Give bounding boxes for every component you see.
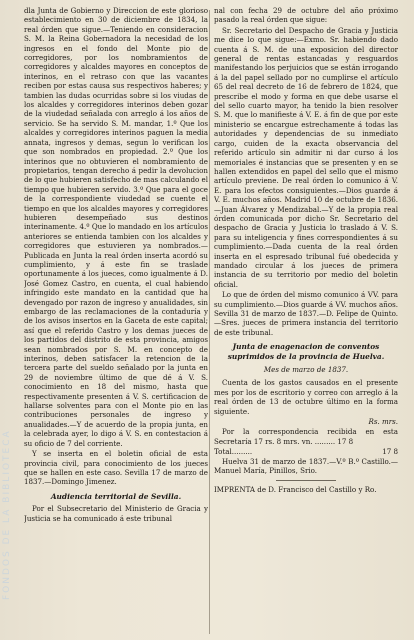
column-divider bbox=[209, 10, 210, 634]
right-paragraph-2: Sr. Secretario del Despacho de Gracia y Justicia me dice lo que sigue:—Exmo. Sr. habiendo dado cuenta á S. M. de una exposicion del director general de rentas estancadas y resguardos manifestando los perjuicios que se están irrogando á la del papel sellado por no cumplirse el artículo 65 del real decreto de 16 de febrero de 1824, que prescribe el modo y forma en que debe usarse el del sello cuarto mayor, ha tenido la bien resolver S. M. que lo manifieste á V. E. á fin de que por este ministerio se encargue estrechamente á todas las autoridades y dependencias de su inmediato cargo, cuiden de la exacta observancia del referido artículo sin admitir ni dar curso á los memoriales é instancias que se presenten y en se hallen extendidos en papel del sello que el mismo artículo previene. De real órden lo comunico á V. E. para los efectos consiguientes.—Dios guarde á V. E. muchos años. Madrid 10 de octubre de 1836.—Juan Álvarez y Mendizabal.—Y de la propia real órden comunicada por dicho Sr. Secretario del despacho de Gracia y Justicia lo traslado á V. S. para su inteligencia y fines correspondientes á su cumplimiento.—Dada cuenta de la real órden inserta en el espresado tribunal fué obedecida y mandado circular á los jueces de primera instancia de su territorio por medio del boletin oficial. bbox=[214, 25, 398, 289]
total-row bbox=[214, 447, 398, 456]
right-paragraph-3: Lo que de órden del mismo comunico á VV. para su cumplimiento.—Dios guarde á VV. muchos años. Sevilla 31 de marzo de 1837.—D. Felipe de Quinto.—Sres. jueces de primera instancia del territorio de este tribunal. bbox=[214, 290, 398, 337]
right-paragraph-5: Por la correspondencia recibida en esta Secretaría 17 rs. 8 mrs. vn. ......... 17 8 bbox=[214, 427, 398, 446]
right-column bbox=[214, 6, 398, 636]
left-paragraph-1: dla Junta de Gobierno y Direccion de este glorioso establecimiento en 30 de diciembre de 1834, la real órden que sigue.—Teniendo en consideracion S. M. la Reina Gobernadora la necesidad de los ingresos en el fondo del Monte pio de corregidores, por los nombramientos de corregidores y alcaldes mayores en conceptos de interinos, en el retraso con que las vacantes reciben por estas causa sus respectivos haberes; y tambien las dudas ocurridas sobre si los viudas de los alcaldes y corregidores interinos deben gozar de la viudedad señalada con arreglo á los años de servicio. Se ha servido S. M. mandar, 1.º Que los alcaldes y corregidores interinos paguen la media annata, ingresos y demas, segun lo verifican los que son nombrados en propiedad. 2.º Que los interinos que no obtuvieren el nombramiento de propietarios, tengan derecho á pedir la devolucion de lo que hubieren satisfecho de mas calculando el tiempo que hubieren servido. 3.º Que para el goce de la correspondiente viudedad se cuente el tiempo en que los alcaldes mayores y corregidores hubieren desempeñado sus destinos interinamente. 4.º Que lo mandado en los artículos anteriores se entienda tambien con los alcaldes y corregidores que estuvieren ya nombrados.—Publicada en Junta la real órden inserta acordó su cumplimiento, y á este fin se traslade oportunamente á los jueces, como igualmente á D. José Gomez Castro, en cuenta, el cual habiendo infringido este mandato en la cantidad que ha devengado por razon de ingreso y anualidades, sin embargo de las reclamaciones de la contaduría y de los avisos insertos en la Gaceta de este capital; así que el referido Castro y los demas jueces de los partidos del distrito de esta provincia, amigos sean nombrados por S. M. en concepto de interinos, deben satisfacer la retencion de la tercera parte del sueldo señalado por la junta en 29 de noviembre último de que dé á V. S. conocimiento en 18 del mismo, hasta que respectivamente presenten á V. S. certificacion de hallarse solventes para con el Monte pio en las contribuciones personales de ingreso y anualidades.—Y de acuerdo de la propia junta, en la celebrada ayer, lo digo á V. S. en contestacion á su oficio de 7 del corriente. bbox=[24, 6, 208, 448]
left-column bbox=[24, 6, 208, 636]
right-paragraph-4: Cuenta de los gastos causados en el presente mes por los de escritorio y correo con arreglo á la real órden de 13 de octubre último en la forma siguiente. bbox=[214, 378, 398, 416]
section-heading-junta: Junta de enagenacion de conventos suprimidos de la provincia de Huelva. bbox=[227, 342, 385, 361]
right-paragraph-1: nal con fecha 29 de octubre del año próximo pasado la real órden que sigue: bbox=[214, 6, 398, 25]
total-label: Total......... bbox=[214, 447, 253, 457]
left-paragraph-3: Por el Subsecretario del Ministerio de Gracia y Justicia se ha comunicado á este tribunal bbox=[24, 504, 208, 523]
section-heading-audiencia: Audiencia territorial de Sevilla. bbox=[50, 491, 182, 501]
closing-line: Huelva 31 de marzo de 1837.—V.º B.º Castillo.—Manuel María, Pinillos, Srio. bbox=[214, 456, 398, 476]
total-value: 17 8 bbox=[382, 447, 398, 457]
library-stamp: FONDOS DE LA BIBLIOTECA bbox=[2, 429, 12, 601]
imprint-line: IMPRENTA de D. Francisco del Castillo y Ro. bbox=[214, 484, 377, 494]
currency-label: Rs. mrs. bbox=[368, 417, 398, 427]
month-line: Mes de marzo de 1837. bbox=[263, 365, 349, 375]
imprint-rule bbox=[276, 480, 336, 481]
left-paragraph-2: Y se inserta en el boletin oficial de esta provincia civil, para conocimiento de los jueces que se hallen en este caso. Sevilla 17 de marzo de 1837.—Domingo Jimenez. bbox=[24, 449, 208, 487]
